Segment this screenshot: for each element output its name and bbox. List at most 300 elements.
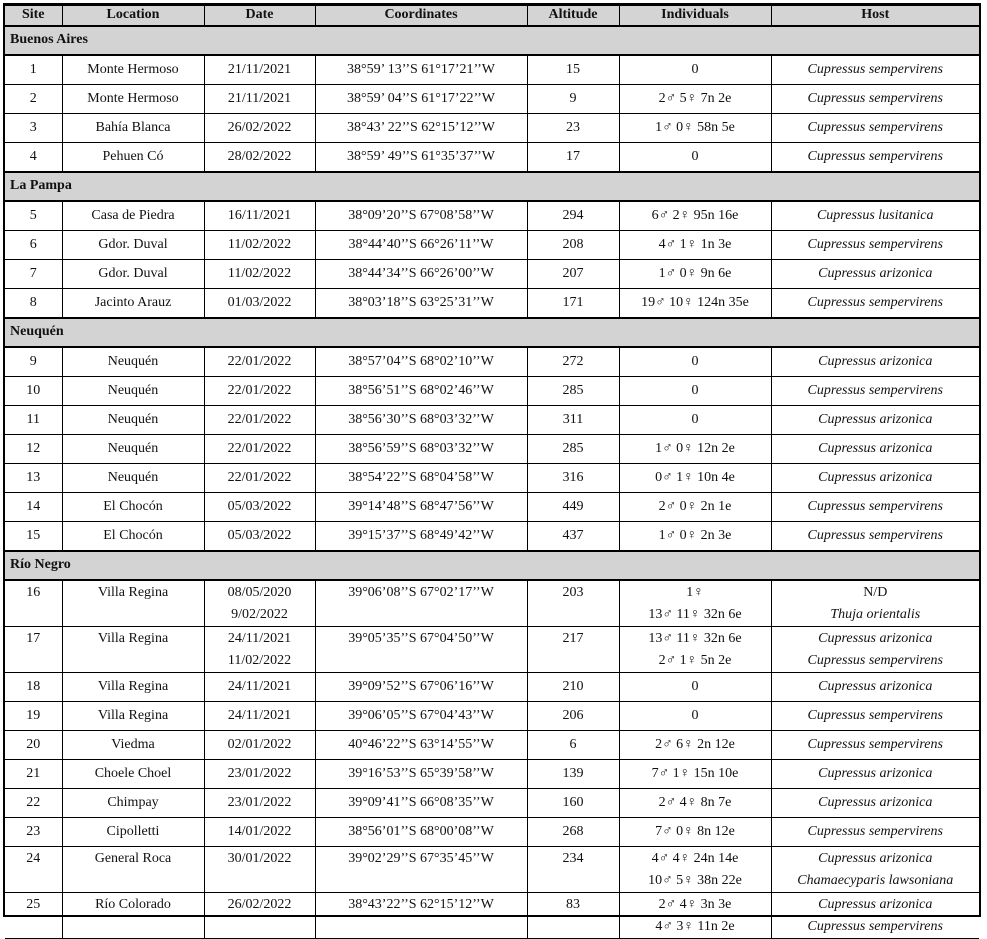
date-cell-line: 11/02/2022 xyxy=(227,653,292,668)
individuals-cell-line: 2♂ 4♀ 3n 3e xyxy=(658,897,732,912)
individuals-cell xyxy=(619,760,771,789)
host-cell xyxy=(771,201,979,231)
individuals-cell xyxy=(619,201,771,231)
date-cell-line: 05/03/2022 xyxy=(227,528,292,543)
host-cell-line: Chamaecyparis lawsoniana xyxy=(797,873,954,888)
altitude-cell: 23 xyxy=(527,114,619,143)
host-cell-line: Cupressus arizonica xyxy=(818,470,933,485)
location-cell: Neuquén xyxy=(62,435,204,464)
individuals-cell xyxy=(619,893,771,939)
host-cell xyxy=(771,522,979,552)
date-cell-line: 21/11/2021 xyxy=(227,62,292,77)
site-cell: 15 xyxy=(5,522,62,552)
column-header-date: Date xyxy=(204,6,315,27)
altitude-cell: 6 xyxy=(527,731,619,760)
site-cell: 25 xyxy=(5,893,62,939)
region-name: Río Negro xyxy=(5,551,979,580)
date-cell-line: 30/01/2022 xyxy=(227,851,292,866)
host-cell-line: Cupressus arizonica xyxy=(818,851,933,866)
host-cell-line: Cupressus arizonica xyxy=(818,631,933,646)
coordinates-cell: 38°03’18’’S 63°25’31’’W xyxy=(315,289,527,319)
individuals-cell-line: 4♂ 3♀ 11n 2e xyxy=(655,919,735,934)
site-cell: 21 xyxy=(5,760,62,789)
date-cell-line: 26/02/2022 xyxy=(227,897,292,912)
coordinates-cell: 38°54’22’’S 68°04’58’’W xyxy=(315,464,527,493)
date-cell xyxy=(204,85,315,114)
column-header-altitude: Altitude xyxy=(527,6,619,27)
individuals-cell xyxy=(619,731,771,760)
date-cell xyxy=(204,731,315,760)
host-cell xyxy=(771,580,979,627)
site-cell: 1 xyxy=(5,55,62,85)
individuals-cell xyxy=(619,406,771,435)
host-cell xyxy=(771,789,979,818)
coordinates-cell: 38°43’ 22’’S 62°15’12’’W xyxy=(315,114,527,143)
host-cell xyxy=(771,55,979,85)
column-header-individuals: Individuals xyxy=(619,6,771,27)
individuals-cell-line: 2♂ 5♀ 7n 2e xyxy=(658,91,732,106)
region-name: La Pampa xyxy=(5,172,979,201)
coordinates-cell: 39°06’05’’S 67°04’43’’W xyxy=(315,702,527,731)
host-cell-line: Cupressus arizonica xyxy=(818,679,933,694)
date-cell xyxy=(204,627,315,673)
host-cell-line: Thuja orientalis xyxy=(830,607,921,622)
date-cell xyxy=(204,377,315,406)
individuals-cell-line: 0 xyxy=(691,383,699,398)
host-cell-line: Cupressus arizonica xyxy=(818,412,933,427)
coordinates-cell: 38°56’51’’S 68°02’46’’W xyxy=(315,377,527,406)
host-cell-line: Cupressus arizonica xyxy=(818,441,933,456)
table-row xyxy=(5,435,979,464)
location-cell: El Chocón xyxy=(62,493,204,522)
host-cell xyxy=(771,85,979,114)
individuals-cell xyxy=(619,627,771,673)
individuals-cell xyxy=(619,377,771,406)
individuals-cell-line: 4♂ 4♀ 24n 14e xyxy=(651,851,739,866)
region-name: Buenos Aires xyxy=(5,26,979,55)
coordinates-cell: 38°44’40’’S 66°26’11’’W xyxy=(315,231,527,260)
site-cell: 10 xyxy=(5,377,62,406)
location-cell: El Chocón xyxy=(62,522,204,552)
individuals-cell xyxy=(619,435,771,464)
date-cell-line: 22/01/2022 xyxy=(227,470,292,485)
date-cell xyxy=(204,847,315,893)
date-cell-line: 9/02/2022 xyxy=(231,607,288,622)
individuals-cell-line: 0 xyxy=(691,708,699,723)
coordinates-cell: 39°02’29’’S 67°35’45’’W xyxy=(315,847,527,893)
altitude-cell: 268 xyxy=(527,818,619,847)
date-cell-line: 14/01/2022 xyxy=(227,824,292,839)
date-cell xyxy=(204,231,315,260)
altitude-cell: 210 xyxy=(527,673,619,702)
altitude-cell: 272 xyxy=(527,347,619,377)
date-cell xyxy=(204,114,315,143)
table-body xyxy=(5,26,979,939)
host-cell-line: Cupressus sempervirens xyxy=(807,528,943,543)
coordinates-cell: 38°56’01’’S 68°00’08’’W xyxy=(315,818,527,847)
date-cell-line: 24/11/2021 xyxy=(227,631,292,646)
coordinates-cell: 40°46’22’’S 63°14’55’’W xyxy=(315,731,527,760)
altitude-cell: 206 xyxy=(527,702,619,731)
individuals-cell xyxy=(619,493,771,522)
site-cell: 18 xyxy=(5,673,62,702)
location-cell: Cipolletti xyxy=(62,818,204,847)
sites-table xyxy=(5,5,979,939)
site-cell: 13 xyxy=(5,464,62,493)
table-row xyxy=(5,702,979,731)
site-cell: 14 xyxy=(5,493,62,522)
individuals-cell xyxy=(619,260,771,289)
location-cell: Neuquén xyxy=(62,464,204,493)
location-cell: Chimpay xyxy=(62,789,204,818)
host-cell-line: Cupressus sempervirens xyxy=(807,383,943,398)
table-row xyxy=(5,85,979,114)
coordinates-cell: 39°06’08’’S 67°02’17’’W xyxy=(315,580,527,627)
date-cell-line: 26/02/2022 xyxy=(227,120,292,135)
altitude-cell: 208 xyxy=(527,231,619,260)
individuals-cell xyxy=(619,673,771,702)
date-cell xyxy=(204,435,315,464)
coordinates-cell: 38°43’22’’S 62°15’12’’W xyxy=(315,893,527,939)
table-row xyxy=(5,55,979,85)
host-cell-line: Cupressus arizonica xyxy=(818,766,933,781)
table-row xyxy=(5,201,979,231)
table-row xyxy=(5,731,979,760)
individuals-cell xyxy=(619,464,771,493)
individuals-cell-line: 7♂ 1♀ 15n 10e xyxy=(651,766,739,781)
table-row xyxy=(5,522,979,552)
table-row xyxy=(5,143,979,173)
location-cell: Villa Regina xyxy=(62,627,204,673)
region-name: Neuquén xyxy=(5,318,979,347)
individuals-cell-line: 4♂ 1♀ 1n 3e xyxy=(658,237,732,252)
date-cell xyxy=(204,406,315,435)
table-row xyxy=(5,377,979,406)
coordinates-cell: 39°05’35’’S 67°04’50’’W xyxy=(315,627,527,673)
altitude-cell: 9 xyxy=(527,85,619,114)
individuals-cell xyxy=(619,789,771,818)
individuals-cell xyxy=(619,347,771,377)
host-cell-line: Cupressus sempervirens xyxy=(807,919,943,934)
date-cell xyxy=(204,143,315,173)
table-header xyxy=(5,6,979,27)
date-cell-line: 22/01/2022 xyxy=(227,354,292,369)
host-cell-line: Cupressus sempervirens xyxy=(807,62,943,77)
table-row xyxy=(5,673,979,702)
individuals-cell-line: 0♂ 1♀ 10n 4e xyxy=(655,470,735,485)
date-cell xyxy=(204,289,315,319)
host-cell xyxy=(771,114,979,143)
coordinates-cell: 39°15’37’’S 68°49’42’’W xyxy=(315,522,527,552)
individuals-cell-line: 7♂ 0♀ 8n 12e xyxy=(655,824,735,839)
coordinates-cell: 39°16’53’’S 65°39’58’’W xyxy=(315,760,527,789)
altitude-cell: 437 xyxy=(527,522,619,552)
individuals-cell-line: 19♂ 10♀ 124n 35e xyxy=(641,295,749,310)
site-cell: 4 xyxy=(5,143,62,173)
date-cell xyxy=(204,522,315,552)
coordinates-cell: 38°56’30’’S 68°03’32’’W xyxy=(315,406,527,435)
host-cell-line: Cupressus sempervirens xyxy=(807,91,943,106)
host-cell-line: Cupressus arizonica xyxy=(818,795,933,810)
site-cell: 17 xyxy=(5,627,62,673)
table-row xyxy=(5,464,979,493)
individuals-cell-line: 1♂ 0♀ 9n 6e xyxy=(658,266,732,281)
table-row xyxy=(5,260,979,289)
date-cell-line: 11/02/2022 xyxy=(227,266,292,281)
date-cell-line: 11/02/2022 xyxy=(227,237,292,252)
region-group-row xyxy=(5,551,979,580)
coordinates-cell: 38°59’ 13’’S 61°17’21’’W xyxy=(315,55,527,85)
host-cell xyxy=(771,464,979,493)
location-cell: Neuquén xyxy=(62,347,204,377)
date-cell xyxy=(204,673,315,702)
date-cell-line: 02/01/2022 xyxy=(227,737,292,752)
coordinates-cell: 38°59’ 49’’S 61°35’37’’W xyxy=(315,143,527,173)
column-header-site: Site xyxy=(5,6,62,27)
location-cell: Villa Regina xyxy=(62,580,204,627)
altitude-cell: 17 xyxy=(527,143,619,173)
individuals-cell xyxy=(619,847,771,893)
date-cell xyxy=(204,260,315,289)
individuals-cell xyxy=(619,85,771,114)
host-cell-line: Cupressus arizonica xyxy=(818,354,933,369)
individuals-cell-line: 13♂ 11♀ 32n 6e xyxy=(648,607,742,622)
date-cell-line: 24/11/2021 xyxy=(227,708,292,723)
header-row xyxy=(5,6,979,27)
site-cell: 12 xyxy=(5,435,62,464)
host-cell xyxy=(771,289,979,319)
individuals-cell-line: 10♂ 5♀ 38n 22e xyxy=(648,873,742,888)
date-cell-line: 24/11/2021 xyxy=(227,679,292,694)
coordinates-cell: 39°14’48’’S 68°47’56’’W xyxy=(315,493,527,522)
date-cell-line: 23/01/2022 xyxy=(227,795,292,810)
location-cell: Río Colorado xyxy=(62,893,204,939)
date-cell xyxy=(204,789,315,818)
site-cell: 6 xyxy=(5,231,62,260)
individuals-cell xyxy=(619,114,771,143)
individuals-cell-line: 0 xyxy=(691,149,699,164)
individuals-cell xyxy=(619,580,771,627)
individuals-cell-line: 2♂ 1♀ 5n 2e xyxy=(658,653,732,668)
date-cell xyxy=(204,493,315,522)
table-row xyxy=(5,231,979,260)
host-cell xyxy=(771,435,979,464)
date-cell-line: 05/03/2022 xyxy=(227,499,292,514)
altitude-cell: 311 xyxy=(527,406,619,435)
column-header-host: Host xyxy=(771,6,979,27)
table-row xyxy=(5,580,979,627)
date-cell xyxy=(204,702,315,731)
individuals-cell xyxy=(619,55,771,85)
individuals-cell-line: 1♂ 0♀ 12n 2e xyxy=(655,441,735,456)
host-cell xyxy=(771,493,979,522)
host-cell xyxy=(771,377,979,406)
altitude-cell: 449 xyxy=(527,493,619,522)
coordinates-cell: 39°09’41’’S 66°08’35’’W xyxy=(315,789,527,818)
table-row xyxy=(5,893,979,939)
host-cell-line: Cupressus arizonica xyxy=(818,897,933,912)
site-cell: 19 xyxy=(5,702,62,731)
region-group-row xyxy=(5,318,979,347)
site-cell: 22 xyxy=(5,789,62,818)
date-cell-line: 21/11/2021 xyxy=(227,91,292,106)
date-cell xyxy=(204,760,315,789)
site-cell: 9 xyxy=(5,347,62,377)
host-cell xyxy=(771,231,979,260)
altitude-cell: 207 xyxy=(527,260,619,289)
altitude-cell: 234 xyxy=(527,847,619,893)
individuals-cell-line: 1♂ 0♀ 2n 3e xyxy=(658,528,732,543)
host-cell-line: N/D xyxy=(863,585,888,600)
data-table-frame xyxy=(3,3,981,934)
altitude-cell: 15 xyxy=(527,55,619,85)
date-cell xyxy=(204,818,315,847)
host-cell xyxy=(771,627,979,673)
altitude-cell: 203 xyxy=(527,580,619,627)
location-cell: Jacinto Arauz xyxy=(62,289,204,319)
individuals-cell-line: 2♂ 6♀ 2n 12e xyxy=(655,737,735,752)
host-cell-line: Cupressus lusitanica xyxy=(816,208,934,223)
individuals-cell-line: 0 xyxy=(691,62,699,77)
host-cell xyxy=(771,673,979,702)
location-cell: Viedma xyxy=(62,731,204,760)
site-cell: 7 xyxy=(5,260,62,289)
date-cell xyxy=(204,55,315,85)
table-row xyxy=(5,406,979,435)
altitude-cell: 316 xyxy=(527,464,619,493)
host-cell xyxy=(771,702,979,731)
individuals-cell-line: 0 xyxy=(691,679,699,694)
altitude-cell: 294 xyxy=(527,201,619,231)
coordinates-cell: 38°44’34’’S 66°26’00’’W xyxy=(315,260,527,289)
location-cell: Casa de Piedra xyxy=(62,201,204,231)
location-cell: Monte Hermoso xyxy=(62,55,204,85)
date-cell xyxy=(204,580,315,627)
individuals-cell-line: 0 xyxy=(691,412,699,427)
individuals-cell xyxy=(619,143,771,173)
date-cell-line: 22/01/2022 xyxy=(227,441,292,456)
altitude-cell: 285 xyxy=(527,377,619,406)
host-cell-line: Cupressus sempervirens xyxy=(807,149,943,164)
region-group-row xyxy=(5,26,979,55)
individuals-cell xyxy=(619,522,771,552)
coordinates-cell: 38°09’20’’S 67°08’58’’W xyxy=(315,201,527,231)
site-cell: 20 xyxy=(5,731,62,760)
host-cell-line: Cupressus sempervirens xyxy=(807,120,943,135)
host-cell-line: Cupressus sempervirens xyxy=(807,653,943,668)
host-cell xyxy=(771,347,979,377)
host-cell-line: Cupressus sempervirens xyxy=(807,737,943,752)
host-cell-line: Cupressus sempervirens xyxy=(807,499,943,514)
individuals-cell-line: 2♂ 4♀ 8n 7e xyxy=(658,795,732,810)
host-cell xyxy=(771,760,979,789)
date-cell xyxy=(204,347,315,377)
coordinates-cell: 38°56’59’’S 68°03’32’’W xyxy=(315,435,527,464)
table-row xyxy=(5,789,979,818)
host-cell xyxy=(771,731,979,760)
host-cell xyxy=(771,818,979,847)
host-cell xyxy=(771,847,979,893)
date-cell-line: 22/01/2022 xyxy=(227,412,292,427)
table-row xyxy=(5,818,979,847)
date-cell xyxy=(204,893,315,939)
individuals-cell xyxy=(619,231,771,260)
altitude-cell: 160 xyxy=(527,789,619,818)
altitude-cell: 171 xyxy=(527,289,619,319)
coordinates-cell: 38°57’04’’S 68°02’10’’W xyxy=(315,347,527,377)
location-cell: Villa Regina xyxy=(62,702,204,731)
host-cell-line: Cupressus sempervirens xyxy=(807,708,943,723)
host-cell xyxy=(771,406,979,435)
site-cell: 3 xyxy=(5,114,62,143)
host-cell xyxy=(771,260,979,289)
table-row xyxy=(5,847,979,893)
location-cell: General Roca xyxy=(62,847,204,893)
host-cell-line: Cupressus sempervirens xyxy=(807,295,943,310)
date-cell xyxy=(204,201,315,231)
date-cell-line: 16/11/2021 xyxy=(227,208,292,223)
date-cell-line: 28/02/2022 xyxy=(227,149,292,164)
site-cell: 23 xyxy=(5,818,62,847)
individuals-cell xyxy=(619,289,771,319)
site-cell: 5 xyxy=(5,201,62,231)
location-cell: Monte Hermoso xyxy=(62,85,204,114)
individuals-cell-line: 2♂ 0♀ 2n 1e xyxy=(658,499,732,514)
site-cell: 16 xyxy=(5,580,62,627)
location-cell: Choele Choel xyxy=(62,760,204,789)
site-cell: 8 xyxy=(5,289,62,319)
table-row xyxy=(5,114,979,143)
site-cell: 2 xyxy=(5,85,62,114)
location-cell: Neuquén xyxy=(62,406,204,435)
table-row xyxy=(5,493,979,522)
location-cell: Pehuen Có xyxy=(62,143,204,173)
site-cell: 11 xyxy=(5,406,62,435)
coordinates-cell: 39°09’52’’S 67°06’16’’W xyxy=(315,673,527,702)
host-cell-line: Cupressus sempervirens xyxy=(807,824,943,839)
table-row xyxy=(5,347,979,377)
date-cell-line: 22/01/2022 xyxy=(227,383,292,398)
location-cell: Villa Regina xyxy=(62,673,204,702)
column-header-location: Location xyxy=(62,6,204,27)
altitude-cell: 139 xyxy=(527,760,619,789)
individuals-cell-line: 0 xyxy=(691,354,699,369)
individuals-cell-line: 1♂ 0♀ 58n 5e xyxy=(655,120,735,135)
host-cell-line: Cupressus sempervirens xyxy=(807,237,943,252)
location-cell: Neuquén xyxy=(62,377,204,406)
table-row xyxy=(5,627,979,673)
column-header-coordinates: Coordinates xyxy=(315,6,527,27)
individuals-cell xyxy=(619,702,771,731)
date-cell-line: 01/03/2022 xyxy=(227,295,292,310)
individuals-cell-line: 6♂ 2♀ 95n 16e xyxy=(651,208,739,223)
altitude-cell: 285 xyxy=(527,435,619,464)
individuals-cell xyxy=(619,818,771,847)
date-cell-line: 08/05/2020 xyxy=(227,585,292,600)
coordinates-cell: 38°59’ 04’’S 61°17’22’’W xyxy=(315,85,527,114)
individuals-cell-line: 1♀ xyxy=(686,585,704,600)
location-cell: Bahía Blanca xyxy=(62,114,204,143)
host-cell xyxy=(771,893,979,939)
date-cell-line: 23/01/2022 xyxy=(227,766,292,781)
altitude-cell: 83 xyxy=(527,893,619,939)
region-group-row xyxy=(5,172,979,201)
individuals-cell-line: 13♂ 11♀ 32n 6e xyxy=(648,631,742,646)
location-cell: Gdor. Duval xyxy=(62,260,204,289)
location-cell: Gdor. Duval xyxy=(62,231,204,260)
site-cell: 24 xyxy=(5,847,62,893)
table-row xyxy=(5,760,979,789)
